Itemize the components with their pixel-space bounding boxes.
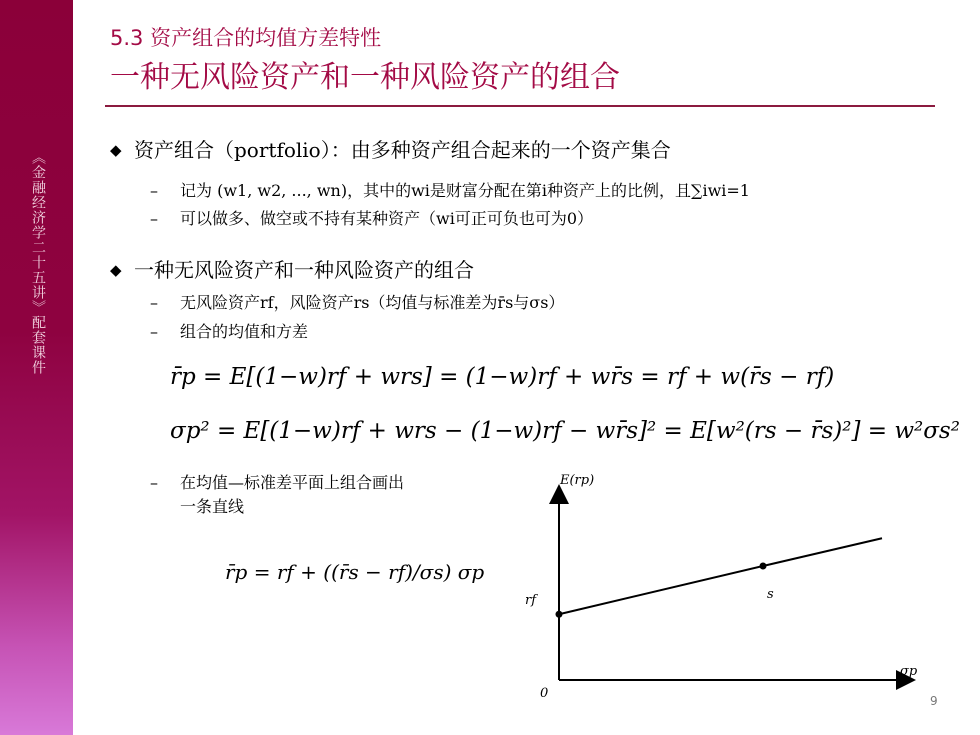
intercept-label: rf <box>525 593 537 609</box>
page-number: 9 <box>930 694 938 708</box>
sub-bullet-mean-variance: – 组合的均值和方差 <box>150 322 309 341</box>
equation-cml: r̄p = rf + ((r̄s − rf)/σs) σp <box>225 560 485 584</box>
sidebar <box>0 0 73 735</box>
origin-label: 0 <box>540 686 549 701</box>
risky-asset-point <box>760 563 767 570</box>
portfolio-line <box>559 538 882 614</box>
risk-free-point <box>556 611 563 618</box>
point-label: s <box>767 587 774 602</box>
sub-bullet-line: – 在均值—标准差平面上组合画出 <box>150 473 405 492</box>
sub-bullet-long-short: – 可以做多、做空或不持有某种资产（wi可正可负也可为0） <box>150 209 593 228</box>
slide-title: 一种无风险资产和一种风险资产的组合 <box>110 60 620 95</box>
sub-bullet-weights: – 记为 (w1, w2, ..., wn)，其中的wi是财富分配在第i种资产上的比例，且∑iwi=1 <box>150 181 750 200</box>
x-axis-label: σp <box>900 664 918 679</box>
bullet-text: 一种无风险资产和一种风险资产的组合 <box>134 258 474 282</box>
section-subtitle: 5.3 资产组合的均值方差特性 <box>110 26 382 50</box>
sidebar-caption: 《金融经济学二十五讲》配套课件 <box>30 150 46 375</box>
y-axis-label: E(rp) <box>560 473 595 488</box>
equation-variance: σp² = E[(1−w)rf + wrs − (1−w)rf − wr̄s]² = E[w²(rs − r̄s)²] = w²σs² <box>170 418 960 444</box>
bullet-portfolio <box>110 134 671 163</box>
diamond-bullet-icon: ◆ <box>110 261 122 279</box>
title-divider <box>105 105 935 107</box>
bullet-text: 资产组合（portfolio）：由多种资产组合起来的一个资产集合 <box>134 138 671 162</box>
sub-bullet-line-cont: 一条直线 <box>180 497 245 516</box>
bullet-risk-free-combo <box>110 254 474 283</box>
diamond-bullet-icon: ◆ <box>110 141 122 159</box>
equation-mean: r̄p = E[(1−w)rf + wrs] = (1−w)rf + wr̄s = rf + w(r̄s − rf) <box>170 364 835 390</box>
sub-bullet-assets: – 无风险资产rf，风险资产rs（均值与标准差为r̄s与σs） <box>150 293 565 312</box>
